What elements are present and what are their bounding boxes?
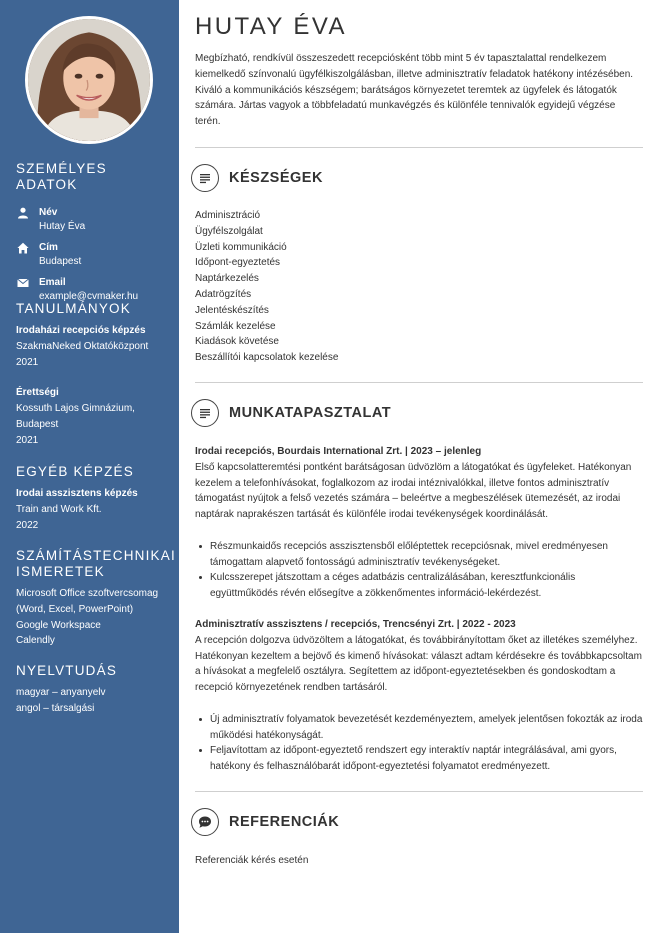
training-heading: EGYÉB KÉPZÉS [16,464,134,479]
training-line: Train and Work Kft. [16,503,102,515]
contact-name-row [16,206,168,234]
list-icon [191,399,219,427]
it-section [16,548,176,649]
languages-section [16,663,168,717]
skill-item: Kiadások követése [195,336,279,348]
sidebar [0,0,179,933]
skill-item: Ügyfélszolgálat [195,225,263,237]
job-bullet: Új adminisztratív folyamatok bevezetését kezdeményeztem, amelyek jelentősen fokozták az iroda működési hatékonyságát. [195,712,643,744]
education-line: 2021 [16,356,39,368]
contact-name-value: Hutay Éva [39,221,86,232]
envelope-icon [17,277,29,289]
it-heading-line1: SZÁMÍTÁSTECHNIKAI [16,548,176,563]
job-bullets [195,539,643,602]
skill-item: Naptárkezelés [195,273,259,285]
it-line: (Word, Excel, PowerPoint) [16,603,134,615]
section-divider [195,382,643,383]
job-description: Első kapcsolatteremtési pontként barátságosan üdvözlöm a látogatókat és ügyfeleket. Hatékonyan kezelem a telefonhívásokat, foglalkozom az irodai intéznivalókkal, illetve fontos adminisztratív támogatást nyújtok a felső vezetés számára – beleértve a megbeszélések ütemezését, az irodai naptárak naprakészen tartását és különféle irodai tevékenységek koordinálását. [195,461,632,521]
contact-email-row [16,276,168,304]
it-line: Google Workspace [16,619,101,631]
it-heading [16,548,176,580]
contact-address-value: Budapest [39,256,82,267]
education-line: 2021 [16,434,39,446]
education-item [16,385,168,448]
skill-item: Adatrögzítés [195,288,252,300]
languages-heading: NYELVTUDÁS [16,663,118,678]
references-text: Referenciák kérés esetén [195,855,309,866]
skill-item: Időpont-egyeztetés [195,257,281,269]
job-title: Irodai recepciós, Bourdais International Zrt. | 2023 – jelenleg [195,446,482,457]
chat-bubble-icon [191,808,219,836]
skill-item: Jelentéskészítés [195,304,269,316]
job-bullet: Feljavítottam az időpont-egyeztető rendszert egy interaktív naptár integrálásával, ami gyors, hatékony és felhasználóbarát időpont-egyeztetési folyamatot eredményezett. [195,743,643,775]
training-title: Irodai asszisztens képzés [16,488,138,499]
contact-email-label: Email [39,277,66,288]
experience-heading: MUNKATAPASZTALAT [229,405,392,421]
skills-heading: KÉSZSÉGEK [229,170,323,186]
education-title: Irodaházi recepciós képzés [16,325,146,336]
education-line: Kossuth Lajos Gimnázium, [16,403,135,415]
education-title: Érettségi [16,387,59,399]
job-bullet: Kulcsszerepet játszottam a céges adatbázis centralizálásában, keresztfunkcionális együttműködés révén elősegítve a zökkenőmentes információ-lekérdezést. [195,570,643,602]
contact-name-label: Név [39,207,58,218]
it-heading-line2: ISMERETEK [16,564,105,579]
personal-heading: SZEMÉLYES ADATOK [16,161,107,192]
list-icon [191,164,219,192]
contact-address-label: Cím [39,242,58,253]
it-line: Microsoft Office szoftvercsomag [16,588,159,599]
job-bullets [195,712,643,775]
personal-section [16,161,168,304]
skill-item: Beszállítói kapcsolatok kezelése [195,352,339,364]
skill-item: Üzleti kommunikáció [195,241,287,253]
skill-item: Számlák kezelése [195,320,276,332]
contact-email-value[interactable]: example@cvmaker.hu [39,291,139,302]
person-icon [17,207,29,219]
education-line: SzakmaNeked Oktatóközpont [16,340,149,352]
language-line: angol – társalgási [16,702,95,714]
contact-address-row [16,241,168,269]
job-description: A recepción dolgozva üdvözöltem a látogatókat, és továbbirányítottam őket az illetékes személyhez. Hatékonyan kezeltem a bejövő és kimenő hívásokat: választ adtam kérdésekre és továbbkapcsoltam a hívásokat a megfelelő osztályra. Segítettem az időpont-egyeztetésekben és gondoskodtam a recepció környezetének rendben tartásáról. [195,634,642,694]
section-divider [195,147,643,148]
job-bullet: Részmunkaidős recepciós asszisztensből előléptettek recepciósnak, mivel eredményesen támogattam alapvető fontosságú adminisztratív tevékenységeket. [195,539,643,571]
training-line: 2022 [16,519,39,531]
profile-summary: Megbízható, rendkívül összeszedett recepciósként több mint 5 év tapasztalattal rendelkezem kiemelkedő színvonalú ügyfélkiszolgálásban, illetve adminisztratív feladatok hatékony intézésében. Kiváló a kommunikációs készségem; barátságos környezetet teremtek az ügyfelek és látogatók számára. Jártas vagyok a többfeladatú munkavégzés és különféle tennivalók egyidejű végzése terén. [195,53,634,128]
education-item [16,323,168,370]
education-line: Budapest [16,418,59,430]
it-line: Calendly [16,635,55,647]
section-divider [195,791,643,792]
candidate-name: HUTAY ÉVA [195,13,347,40]
portrait-image [28,19,150,141]
education-heading: TANULMÁNYOK [16,301,131,316]
references-heading: REFERENCIÁK [229,814,340,830]
home-icon [17,242,29,254]
profile-photo [25,16,153,144]
education-section [16,301,168,464]
language-line: magyar – anyanyelv [16,687,106,698]
job-entry [195,617,643,775]
job-title: Adminisztratív asszisztens / recepciós, Trencsényi Zrt. | 2022 - 2023 [195,619,516,630]
training-section [16,464,168,533]
skills-list [195,208,643,366]
skill-item: Adminisztráció [195,210,261,221]
job-entry [195,444,643,602]
